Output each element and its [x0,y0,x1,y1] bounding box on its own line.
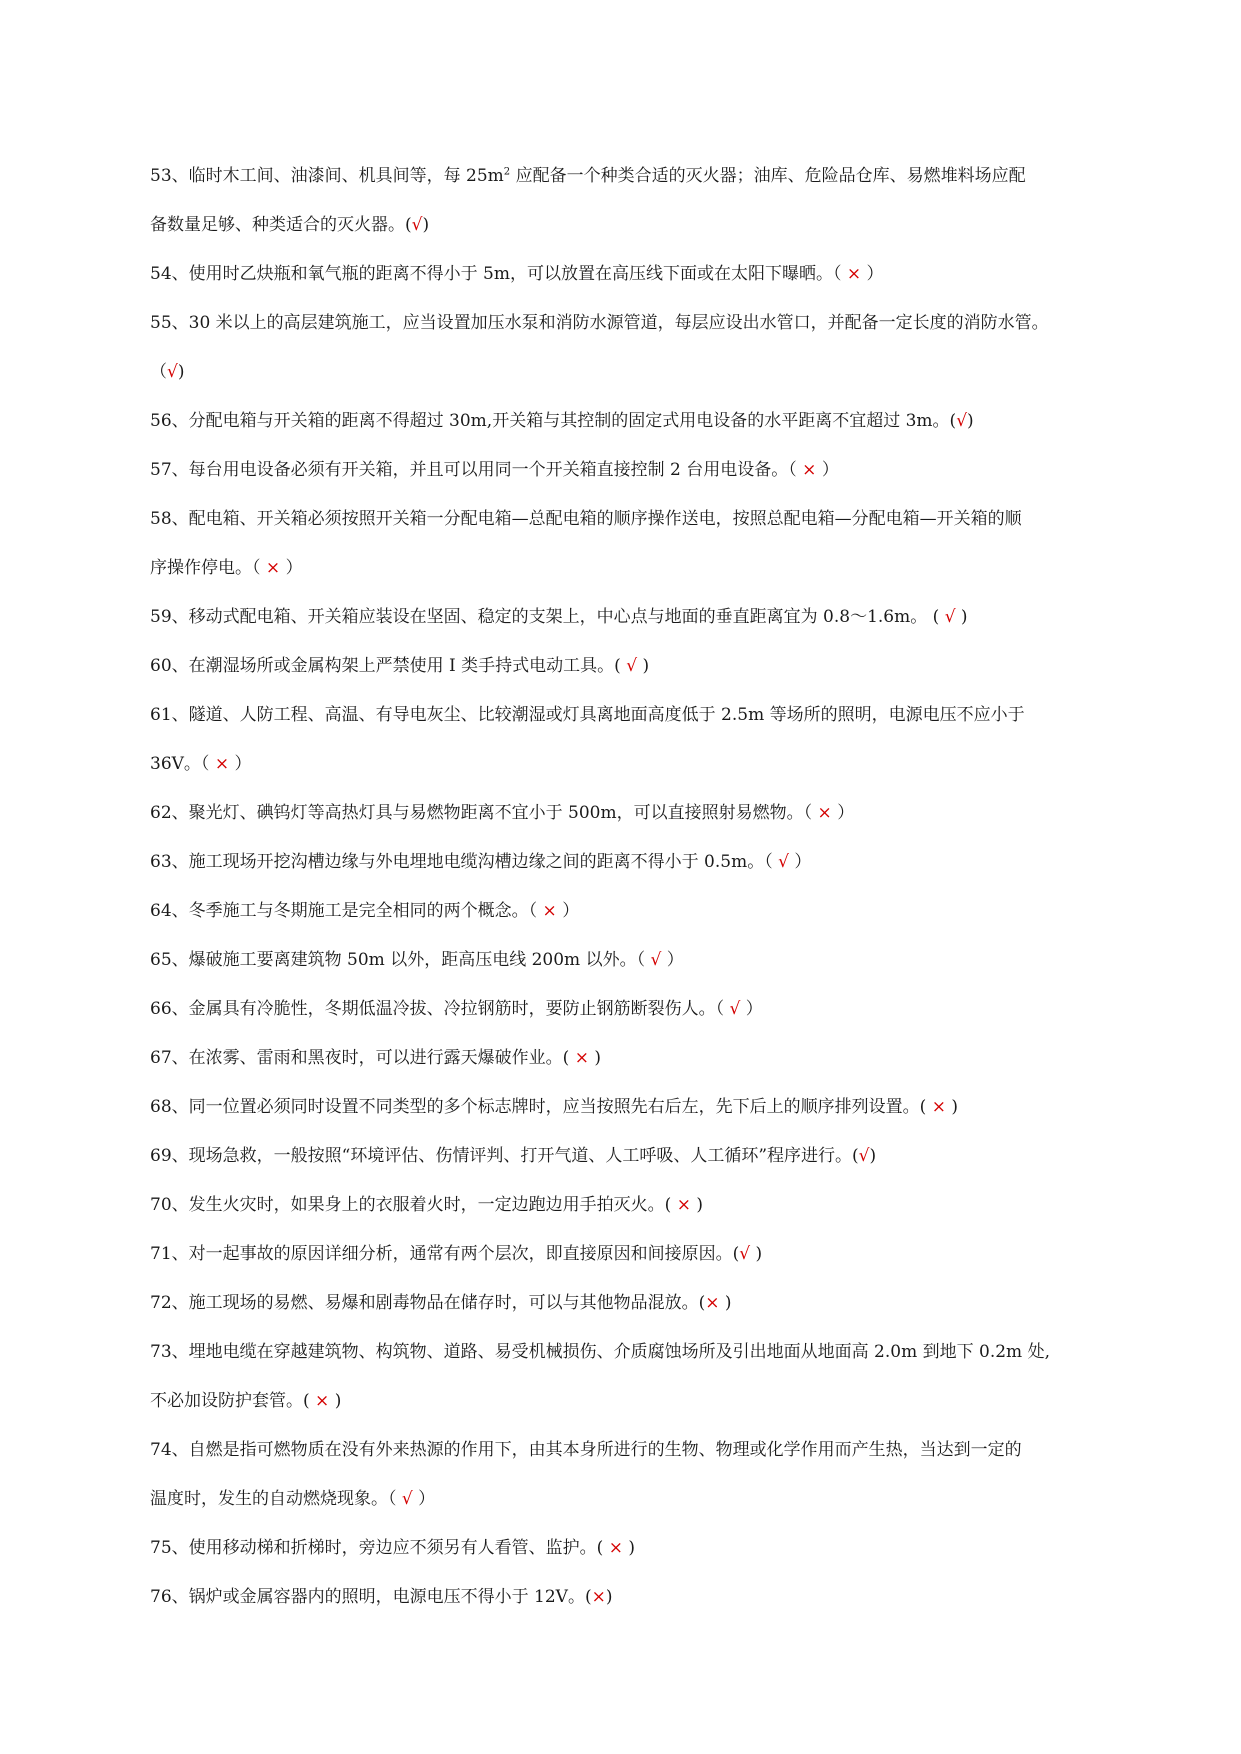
answer-close-paren: ) [967,411,974,431]
question-text: 分配电箱与开关箱的距离不得超过 30m,开关箱与其控制的固定式用电设备的水平距离不宜超过 3m。 [188,411,950,431]
answer-close-paren: ) [177,362,185,382]
answer-close-paren: ) [869,1146,877,1166]
question-text: 在浓雾、雷雨和黑夜时，可以进行露天爆破作业。 [188,1048,563,1068]
question-text: 施工现场开挖沟槽边缘与外电埋地电缆沟槽边缘之间的距离不得小于 0.5m。 [188,852,765,872]
question-number: 59 [150,607,172,627]
question-line [150,1083,1110,1132]
superscript: 2 [503,166,511,178]
question-number: 60 [150,656,172,676]
question-line [150,1377,1110,1426]
answer-mark: √ [739,1244,751,1264]
answer-close-paren: ） [740,999,763,1019]
question-text: 自燃是指可燃物质在没有外来热源的作用下，由其本身所进行的生物、物理或化学作用而产生热，当达到一定的 [188,1440,1022,1460]
question-text: 金属具有冷脆性，冬期低温冷拔、冷拉钢筋时，要防止钢筋断裂伤人。 [188,999,716,1019]
question-number: 57 [150,460,172,480]
question-line [150,1034,1110,1083]
answer-mark: × [812,803,838,823]
answer-open-paren: ( [405,215,412,235]
number-separator: 、 [171,509,189,529]
question-line [150,544,1110,593]
question-text: 同一位置必须同时设置不同类型的多个标志牌时，应当按照先右后左，先下后上的顺序排列设置。 [188,1097,920,1117]
question-line [150,789,1110,838]
answer-close-paren: ） [788,852,812,872]
question-line [150,740,1110,789]
number-separator: 、 [171,1146,189,1166]
question-line [150,936,1110,985]
answer-mark: √ [778,852,789,872]
number-separator: 、 [171,1342,189,1362]
number-separator: 、 [171,1587,189,1607]
answer-open-paren: ( [562,1048,575,1068]
question-text: 埋地电缆在穿越建筑物、构筑物、道路、易受机械损伤、介质腐蚀场所及引出地面从地面高 2.0m 到地下 0.2m 处, [188,1342,1050,1362]
answer-open-paren: ( [919,1097,932,1117]
answer-close-paren: ） [562,901,580,921]
question-line [150,1279,1110,1328]
question-text-wrap: 不必加设防护套管。 [150,1391,303,1411]
answer-mark: √ [626,656,638,676]
question-text: 隧道、人防工程、高温、有导电灰尘、比较潮湿或灯具离地面高度低于 2.5m 等场所的照明，电源电压不应小于 [188,705,1025,725]
answer-close-paren: ） [661,950,684,970]
answer-open-paren: （ [832,264,842,284]
question-text: 爆破施工要离建筑物 50m 以外，距高压电线 200m 以外。 [188,950,637,970]
answer-open-paren: （ [528,901,538,921]
number-separator: 、 [171,1195,189,1215]
question-number: 64 [150,901,172,921]
answer-mark: × [315,1391,330,1411]
number-separator: 、 [171,460,189,480]
answer-mark: × [705,1293,720,1313]
answer-open-paren: （ [252,558,261,578]
number-separator: 、 [171,1538,189,1558]
answer-open-paren: （ [200,754,210,774]
answer-open-paren: ( [584,1587,592,1607]
number-separator: 、 [171,264,189,284]
question-number: 55 [150,313,172,333]
answer-mark: × [841,264,867,284]
question-number: 67 [150,1048,172,1068]
question-number: 62 [150,803,172,823]
answer-close-paren: ) [422,215,430,235]
answer-close-paren: ) [719,1293,732,1313]
answer-close-paren: ） [866,264,884,284]
question-line [150,1573,1110,1622]
answer-close-paren: ) [605,1587,613,1607]
answer-open-paren: （ [715,999,730,1019]
question-number: 74 [150,1440,172,1460]
number-separator: 、 [171,1293,189,1313]
question-text: 使用时乙炔瓶和氧气瓶的距离不得小于 5m，可以放置在高压线下面或在太阳下曝晒。 [188,264,833,284]
question-line [150,348,1110,397]
question-text-wrap: 36V。 [150,754,201,774]
answer-close-paren: ) [588,1048,601,1068]
question-text-wrap: 备数量足够、种类适合的灭火器。 [150,215,405,235]
answer-mark: √ [411,215,423,235]
question-line [150,1181,1110,1230]
answer-open-paren: （ [150,362,167,382]
answer-open-paren: （ [803,803,813,823]
question-line [150,1524,1110,1573]
question-text: 在潮湿场所或金属构架上严禁使用 I 类手持式电动工具。 [188,656,615,676]
answer-open-paren: ( [303,1391,316,1411]
question-line [150,446,1110,495]
answer-open-paren: ( [732,1244,740,1264]
question-number: 61 [150,705,172,725]
question-number: 71 [150,1244,172,1264]
question-number: 70 [150,1195,172,1215]
answer-close-paren: ) [637,656,650,676]
question-line [150,397,1110,446]
question-text: 30 米以上的高层建筑施工，应当设置加压水泵和消防水源管道，每层应设出水管口，并配备一定长度的消防水管。 [188,313,1049,333]
number-separator: 、 [171,803,189,823]
question-number: 56 [150,411,172,431]
answer-mark: √ [858,1146,870,1166]
answer-mark: × [260,558,286,578]
question-text: 每台用电设备必须有开关箱，并且可以用同一个开关箱直接控制 2 台用电设备。 [188,460,789,480]
question-text: 聚光灯、碘钨灯等高热灯具与易燃物距离不宜小于 500m，可以直接照射易燃物。 [188,803,804,823]
answer-open-paren: （ [388,1489,402,1509]
question-line [150,887,1110,936]
answer-open-paren: （ [636,950,651,970]
number-separator: 、 [171,1097,189,1117]
answer-mark: √ [167,362,178,382]
question-line [150,691,1110,740]
answer-mark: √ [401,1489,413,1509]
number-separator: 、 [171,705,189,725]
question-line [150,1132,1110,1181]
question-number: 66 [150,999,172,1019]
answer-open-paren: （ [764,852,779,872]
question-line [150,1328,1110,1377]
answer-mark: × [537,901,563,921]
question-number: 73 [150,1342,172,1362]
question-line [150,642,1110,691]
question-list [150,152,1110,1622]
question-line [150,1475,1110,1524]
question-text: 配电箱、开关箱必须按照开关箱一分配电箱—总配电箱的顺序操作送电，按照总配电箱—分配电箱—开关箱的顺 [188,509,1022,529]
answer-mark: × [931,1097,946,1117]
number-separator: 、 [171,999,189,1019]
answer-close-paren: ） [837,803,855,823]
question-line [150,1426,1110,1475]
question-line [150,299,1110,348]
question-number: 75 [150,1538,172,1558]
question-line [150,593,1110,642]
answer-mark: √ [956,411,968,431]
answer-open-paren: （ [788,460,797,480]
number-separator: 、 [171,1440,189,1460]
number-separator: 、 [171,166,189,186]
question-line [150,495,1110,544]
answer-mark: √ [944,607,956,627]
question-number: 72 [150,1293,172,1313]
answer-close-paren: ) [690,1195,703,1215]
number-separator: 、 [171,1244,189,1264]
question-line [150,985,1110,1034]
question-text: 发生火灾时，如果身上的衣服着火时，一定边跑边用手拍灭火。 [188,1195,665,1215]
question-text: 使用移动梯和折梯时，旁边应不须另有人看管、监护。 [188,1538,597,1558]
question-number: 54 [150,264,172,284]
answer-mark: × [796,460,822,480]
question-line [150,201,1110,250]
answer-mark: √ [650,950,662,970]
question-number: 53 [150,166,172,186]
number-separator: 、 [171,901,189,921]
question-line [150,250,1110,299]
answer-mark: × [209,754,235,774]
question-text: 对一起事故的原因详细分析，通常有两个层次，即直接原因和间接原因。 [188,1244,733,1264]
number-separator: 、 [171,656,189,676]
question-text: 锅炉或金属容器内的照明，电源电压不得小于 12V。 [188,1587,585,1607]
question-number: 65 [150,950,172,970]
answer-open-paren: ( [664,1195,677,1215]
answer-close-paren: ） [234,754,252,774]
question-text: 冬季施工与冬期施工是完全相同的两个概念。 [188,901,529,921]
answer-open-paren: ( [852,1146,859,1166]
question-line [150,152,1110,201]
number-separator: 、 [171,950,189,970]
answer-close-paren: ) [622,1538,635,1558]
answer-mark: × [608,1538,623,1558]
question-number: 69 [150,1146,172,1166]
answer-close-paren: ） [285,558,303,578]
answer-close-paren: ) [955,607,968,627]
answer-open-paren: ( [614,656,627,676]
question-text-wrap: 序操作停电。 [150,558,252,578]
question-text-continued: 应配备一个种类合适的灭火器；油库、危险品仓库、易燃堆料场应配 [510,166,1026,186]
answer-open-paren: ( [596,1538,609,1558]
question-text: 临时木工间、油漆间、机具间等，每 25m [188,166,504,186]
answer-open-paren: ( [949,411,957,431]
question-number: 76 [150,1587,172,1607]
question-number: 63 [150,852,172,872]
number-separator: 、 [171,852,189,872]
number-separator: 、 [171,313,189,333]
answer-mark: × [591,1587,606,1607]
answer-close-paren: ) [945,1097,958,1117]
answer-close-paren: ） [821,460,839,480]
answer-close-paren: ) [329,1391,342,1411]
answer-mark: × [676,1195,691,1215]
question-text: 施工现场的易燃、易爆和剧毒物品在储存时，可以与其他物品混放。 [188,1293,699,1313]
number-separator: 、 [171,1048,189,1068]
number-separator: 、 [171,607,189,627]
question-text: 移动式配电箱、开关箱应装设在坚固、稳定的支架上，中心点与地面的垂直距离宜为 0.8～1.6m。 [188,607,928,627]
answer-close-paren: ) [750,1244,763,1264]
question-number: 58 [150,509,172,529]
question-line [150,838,1110,887]
answer-open-paren: ( [927,607,945,627]
question-number: 68 [150,1097,172,1117]
answer-close-paren: ） [412,1489,436,1509]
question-text-wrap: 温度时，发生的自动燃烧现象。 [150,1489,388,1509]
question-text: 现场急救，一般按照“环境评估、伤情评判、打开气道、人工呼吸、人工循环”程序进行。 [188,1146,853,1166]
answer-mark: √ [729,999,741,1019]
number-separator: 、 [171,411,189,431]
question-line [150,1230,1110,1279]
answer-mark: × [574,1048,589,1068]
answer-open-paren: ( [698,1293,706,1313]
